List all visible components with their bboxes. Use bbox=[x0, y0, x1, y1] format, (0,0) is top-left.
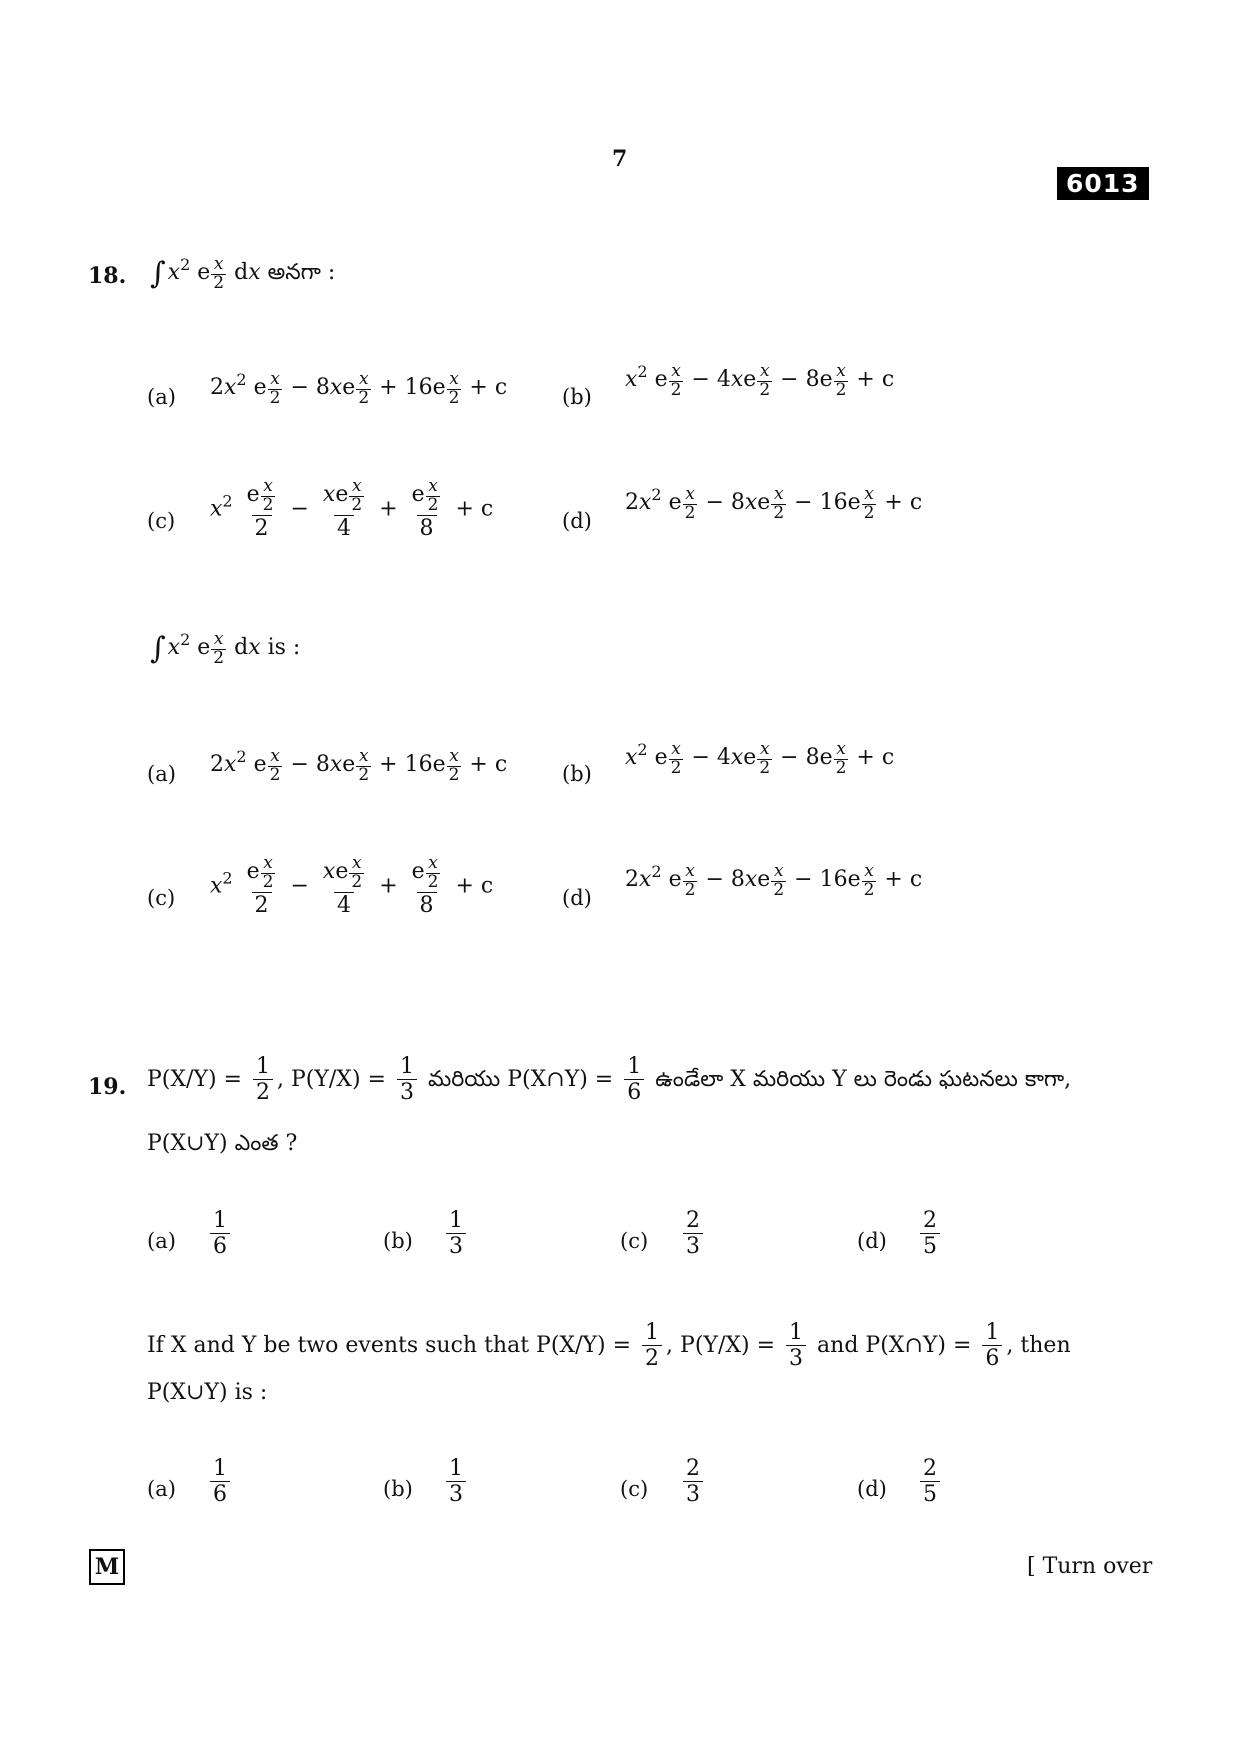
q19-eng-option-a: $\frac{1}{6}$ bbox=[206, 1456, 234, 1508]
q19-tel-label-b: (b) bbox=[383, 1229, 413, 1253]
page-number: 7 bbox=[612, 146, 628, 172]
q18-tel-label-c: (c) bbox=[147, 509, 176, 533]
q19-tel-option-d: $\frac{2}{5}$ bbox=[916, 1208, 944, 1260]
q18-tel-label-b: (b) bbox=[562, 385, 592, 409]
question-19-english-stem: If X and Y be two events such that P(X/Y) = $\frac{1}{2}$ , P(Y/X) = $\frac{1}{3}$ and P(X∩Y) = $\frac{1}{6}$ , then bbox=[147, 1320, 1071, 1372]
q19-eng-label-b: (b) bbox=[383, 1477, 413, 1501]
q18-eng-label-d: (d) bbox=[562, 886, 592, 910]
q19-tel-label-c: (c) bbox=[620, 1229, 649, 1253]
q18-tel-option-c: $x^2$ e $\frac{x}{2}$ 2 − xe $\frac{x}{2}$ 4 + e $\frac{x}{2}$ 8 + c bbox=[210, 476, 494, 541]
question-18-english-stem: $\int x^2$ e $\frac{x}{2}$ dx is : bbox=[150, 629, 301, 668]
q19-eng-option-d: $\frac{2}{5}$ bbox=[916, 1456, 944, 1508]
q19-tel-option-c: $\frac{2}{3}$ bbox=[679, 1208, 707, 1260]
question-19-english-line2: P(X∪Y) is : bbox=[147, 1380, 268, 1405]
q18-eng-option-a: $2x^2$ e $\frac{x}{2}$ − 8xe $\frac{x}{2}$ + 16e $\frac{x}{2}$ + c bbox=[210, 746, 508, 785]
question-18-number: 18. bbox=[88, 263, 127, 289]
q19-tel-label-d: (d) bbox=[857, 1229, 887, 1253]
q18-tel-label-d: (d) bbox=[562, 509, 592, 533]
q18-tel-option-d: $2x^2$ e $\frac{x}{2}$ − 8xe $\frac{x}{2}$ − 16e $\frac{x}{2}$ + c bbox=[625, 484, 923, 523]
q18-eng-label-c: (c) bbox=[147, 886, 176, 910]
q18-tel-label-a: (a) bbox=[147, 385, 176, 409]
q18-eng-option-b: $x^2$ e $\frac{x}{2}$ − 4xe $\frac{x}{2}$ − 8e $\frac{x}{2}$ + c bbox=[625, 739, 895, 778]
q18-tel-option-b: $x^2$ e $\frac{x}{2}$ − 4xe $\frac{x}{2}$ − 8e $\frac{x}{2}$ + c bbox=[625, 361, 895, 400]
q19-eng-label-d: (d) bbox=[857, 1477, 887, 1501]
q18-eng-option-c: $x^2$ e $\frac{x}{2}$ 2 − xe $\frac{x}{2}$ 4 + e $\frac{x}{2}$ 8 + c bbox=[210, 853, 494, 918]
turn-over-text: [ Turn over bbox=[1027, 1554, 1153, 1579]
q19-eng-option-c: $\frac{2}{3}$ bbox=[679, 1456, 707, 1508]
q19-eng-label-a: (a) bbox=[147, 1477, 176, 1501]
paper-code-badge: 6013 bbox=[1057, 167, 1149, 200]
m-marker-box: M bbox=[89, 1549, 125, 1585]
q19-eng-label-c: (c) bbox=[620, 1477, 649, 1501]
question-19-number: 19. bbox=[88, 1074, 127, 1100]
q19-tel-label-a: (a) bbox=[147, 1229, 176, 1253]
question-19-telugu-line2: P(X∪Y) ఎంత ? bbox=[147, 1131, 298, 1156]
q18-tel-option-a: $2x^2$ e $\frac{x}{2}$ − 8xe $\frac{x}{2}$ + 16e $\frac{x}{2}$ + c bbox=[210, 369, 508, 408]
q18-eng-label-b: (b) bbox=[562, 762, 592, 786]
q19-eng-option-b: $\frac{1}{3}$ bbox=[442, 1456, 470, 1508]
question-19-telugu-stem: P(X/Y) = $\frac{1}{2}$ , P(Y/X) = $\frac{1}{3}$ మరియు P(X∩Y) = $\frac{1}{6}$ ఉండేలా X మరియు Y లు రెండు ఘటనలు కాగా, bbox=[147, 1054, 1072, 1106]
q18-eng-option-d: $2x^2$ e $\frac{x}{2}$ − 8xe $\frac{x}{2}$ − 16e $\frac{x}{2}$ + c bbox=[625, 861, 923, 900]
q19-tel-option-a: $\frac{1}{6}$ bbox=[206, 1208, 234, 1260]
q18-eng-label-a: (a) bbox=[147, 762, 176, 786]
question-18-telugu-stem: $\int x^2$ e $\frac{x}{2}$ dx అనగా : bbox=[150, 254, 336, 293]
q19-tel-option-b: $\frac{1}{3}$ bbox=[442, 1208, 470, 1260]
